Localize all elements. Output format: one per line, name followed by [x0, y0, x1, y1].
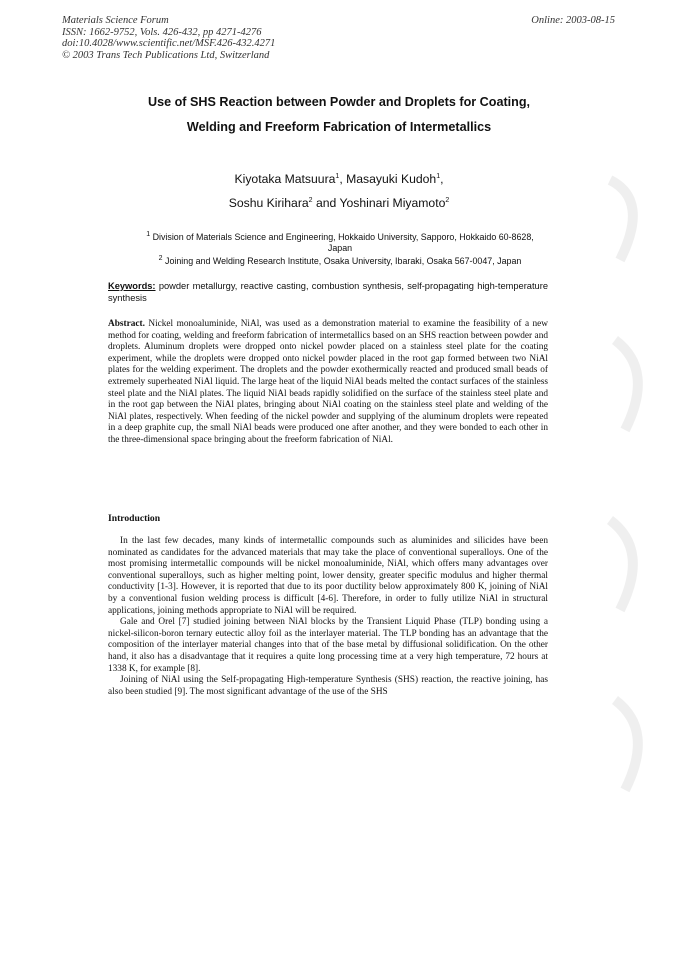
- keywords-label: Keywords:: [108, 281, 156, 291]
- affil-text-cont: Japan: [327, 243, 353, 253]
- affiliation-2: [70, 256, 610, 267]
- paragraph: In the last few decades, many kinds of intermetallic compounds such as aluminides and silicides have been nominated as candidates for the advanced materials that may take the place of conventional superalloys. One of the most promising intermetallic compounds will be nickel monoaluminide, NiAl, which offers many advantages over conventional superalloys, such as higher melting point, lower density, greater specific modulus and higher thermal conductivity [1-3]. However, it is reported that due to its poor ductility below approximately 800 K, joining of NiAl by a conventional fusion welding process is difficult [4-6]. Therefore, in order to fully utilize NiAl in structural applications, joining methods appropriate to NiAl will be required.: [108, 536, 548, 616]
- author-name: Masayuki Kudoh: [346, 172, 437, 186]
- copyright-line: © 2003 Trans Tech Publications Ltd, Switzerland: [62, 49, 270, 61]
- journal-name: Materials Science Forum: [62, 15, 169, 26]
- separator: and: [312, 196, 340, 210]
- affil-text: Joining and Welding Research Institute, Osaka University, Ibaraki, Osaka 567-0047, Japan: [162, 256, 522, 266]
- authors-line-2: [60, 196, 618, 210]
- abstract: [108, 319, 548, 447]
- introduction-body: [108, 536, 548, 698]
- affil-marker: 1: [436, 172, 441, 180]
- affil-number: 1: [146, 231, 151, 239]
- abstract-label: Abstract.: [108, 319, 145, 329]
- affiliation-1: [70, 232, 610, 254]
- author-name: Yoshinari Miyamoto: [339, 196, 446, 210]
- abstract-text: Nickel monoaluminide, NiAl, was used as a demonstration material to examine the feasibility of a new method for coating, welding and freeform fabrication of intermetallics based on an SHS reaction between powder and droplets. Aluminum droplets were dropped onto nickel powder placed on a stainless steel plate for the coating experiment, while the droplets were dropped onto nickel powder placed in the root gap formed between two NiAl plates for the welding experiment. The droplets and the powder exothermically reacted and produced small beads of extremely superheated NiAl liquid. The large heat of the liquid NiAl beads melted the contact surfaces of the stainless steel plate and the NiAl plates. The liquid NiAl beads rapidly solidified on the surface of the stainless steel plate and in the root gap between the NiAl plates, bringing about NiAl coating on the stainless steel plate and welding of the NiAl plates, respectively. When feeding of the nickel powder and supplying of the aluminum droplets were repeated in a deep graphite cup, the small NiAl beads were produced one after another, and they were bonded to each other in the three-dimensional space bringing about the freeform fabrication of NiAl.: [108, 319, 548, 445]
- author-name: Kiyotaka Matsuura: [234, 172, 336, 186]
- paragraph: Joining of NiAl using the Self-propagating High-temperature Synthesis (SHS) reaction, the reactive joining, has also been studied [9]. The most significant advantage of the use of the SHS: [108, 675, 548, 697]
- author-name: Soshu Kirihara: [228, 196, 309, 210]
- journal-header: [62, 15, 275, 61]
- paper-title-line-1: Use of SHS Reaction between Powder and Droplets for Coating,: [147, 95, 531, 109]
- issn-line: ISSN: 1662-9752, Vols. 426-432, pp 4271-4276: [62, 26, 262, 38]
- authors-line-1: [60, 172, 618, 186]
- affil-text: Division of Materials Science and Engineering, Hokkaido University, Sapporo, Hokkaido 60-8628,: [150, 232, 534, 242]
- separator: ,: [440, 172, 444, 186]
- doi-link[interactable]: doi:10.4028/www.scientific.net/MSF.426-432.4271: [62, 38, 276, 49]
- paper-title-line-2: Welding and Freeform Fabrication of Intermetallics: [186, 120, 492, 134]
- affil-marker: 1: [335, 172, 340, 180]
- keywords-text: powder metallurgy, reactive casting, combustion synthesis, self-propagating high-temperature synthesis: [108, 281, 548, 303]
- affil-marker: 2: [308, 196, 313, 204]
- separator: ,: [339, 172, 347, 186]
- introduction-heading: Introduction: [108, 513, 161, 524]
- paragraph: Gale and Orel [7] studied joining between NiAl blocks by the Transient Liquid Phase (TLP) bonding using a nickel-silicon-boron ternary eutectic alloy foil as the interlayer material. The TLP bonding has an advantage that the composition of the interlayer material changes into that of the base metal by diffusional solidification. On the other hand, it also has a disadvantage that it requires a quite long processing time at a very high temperature, 72 hours at 1338 K, for example [8].: [108, 617, 548, 674]
- affil-number: 2: [158, 255, 163, 263]
- online-date: Online: 2003-08-15: [531, 15, 615, 26]
- affil-marker: 2: [445, 196, 450, 204]
- keywords: [108, 280, 548, 304]
